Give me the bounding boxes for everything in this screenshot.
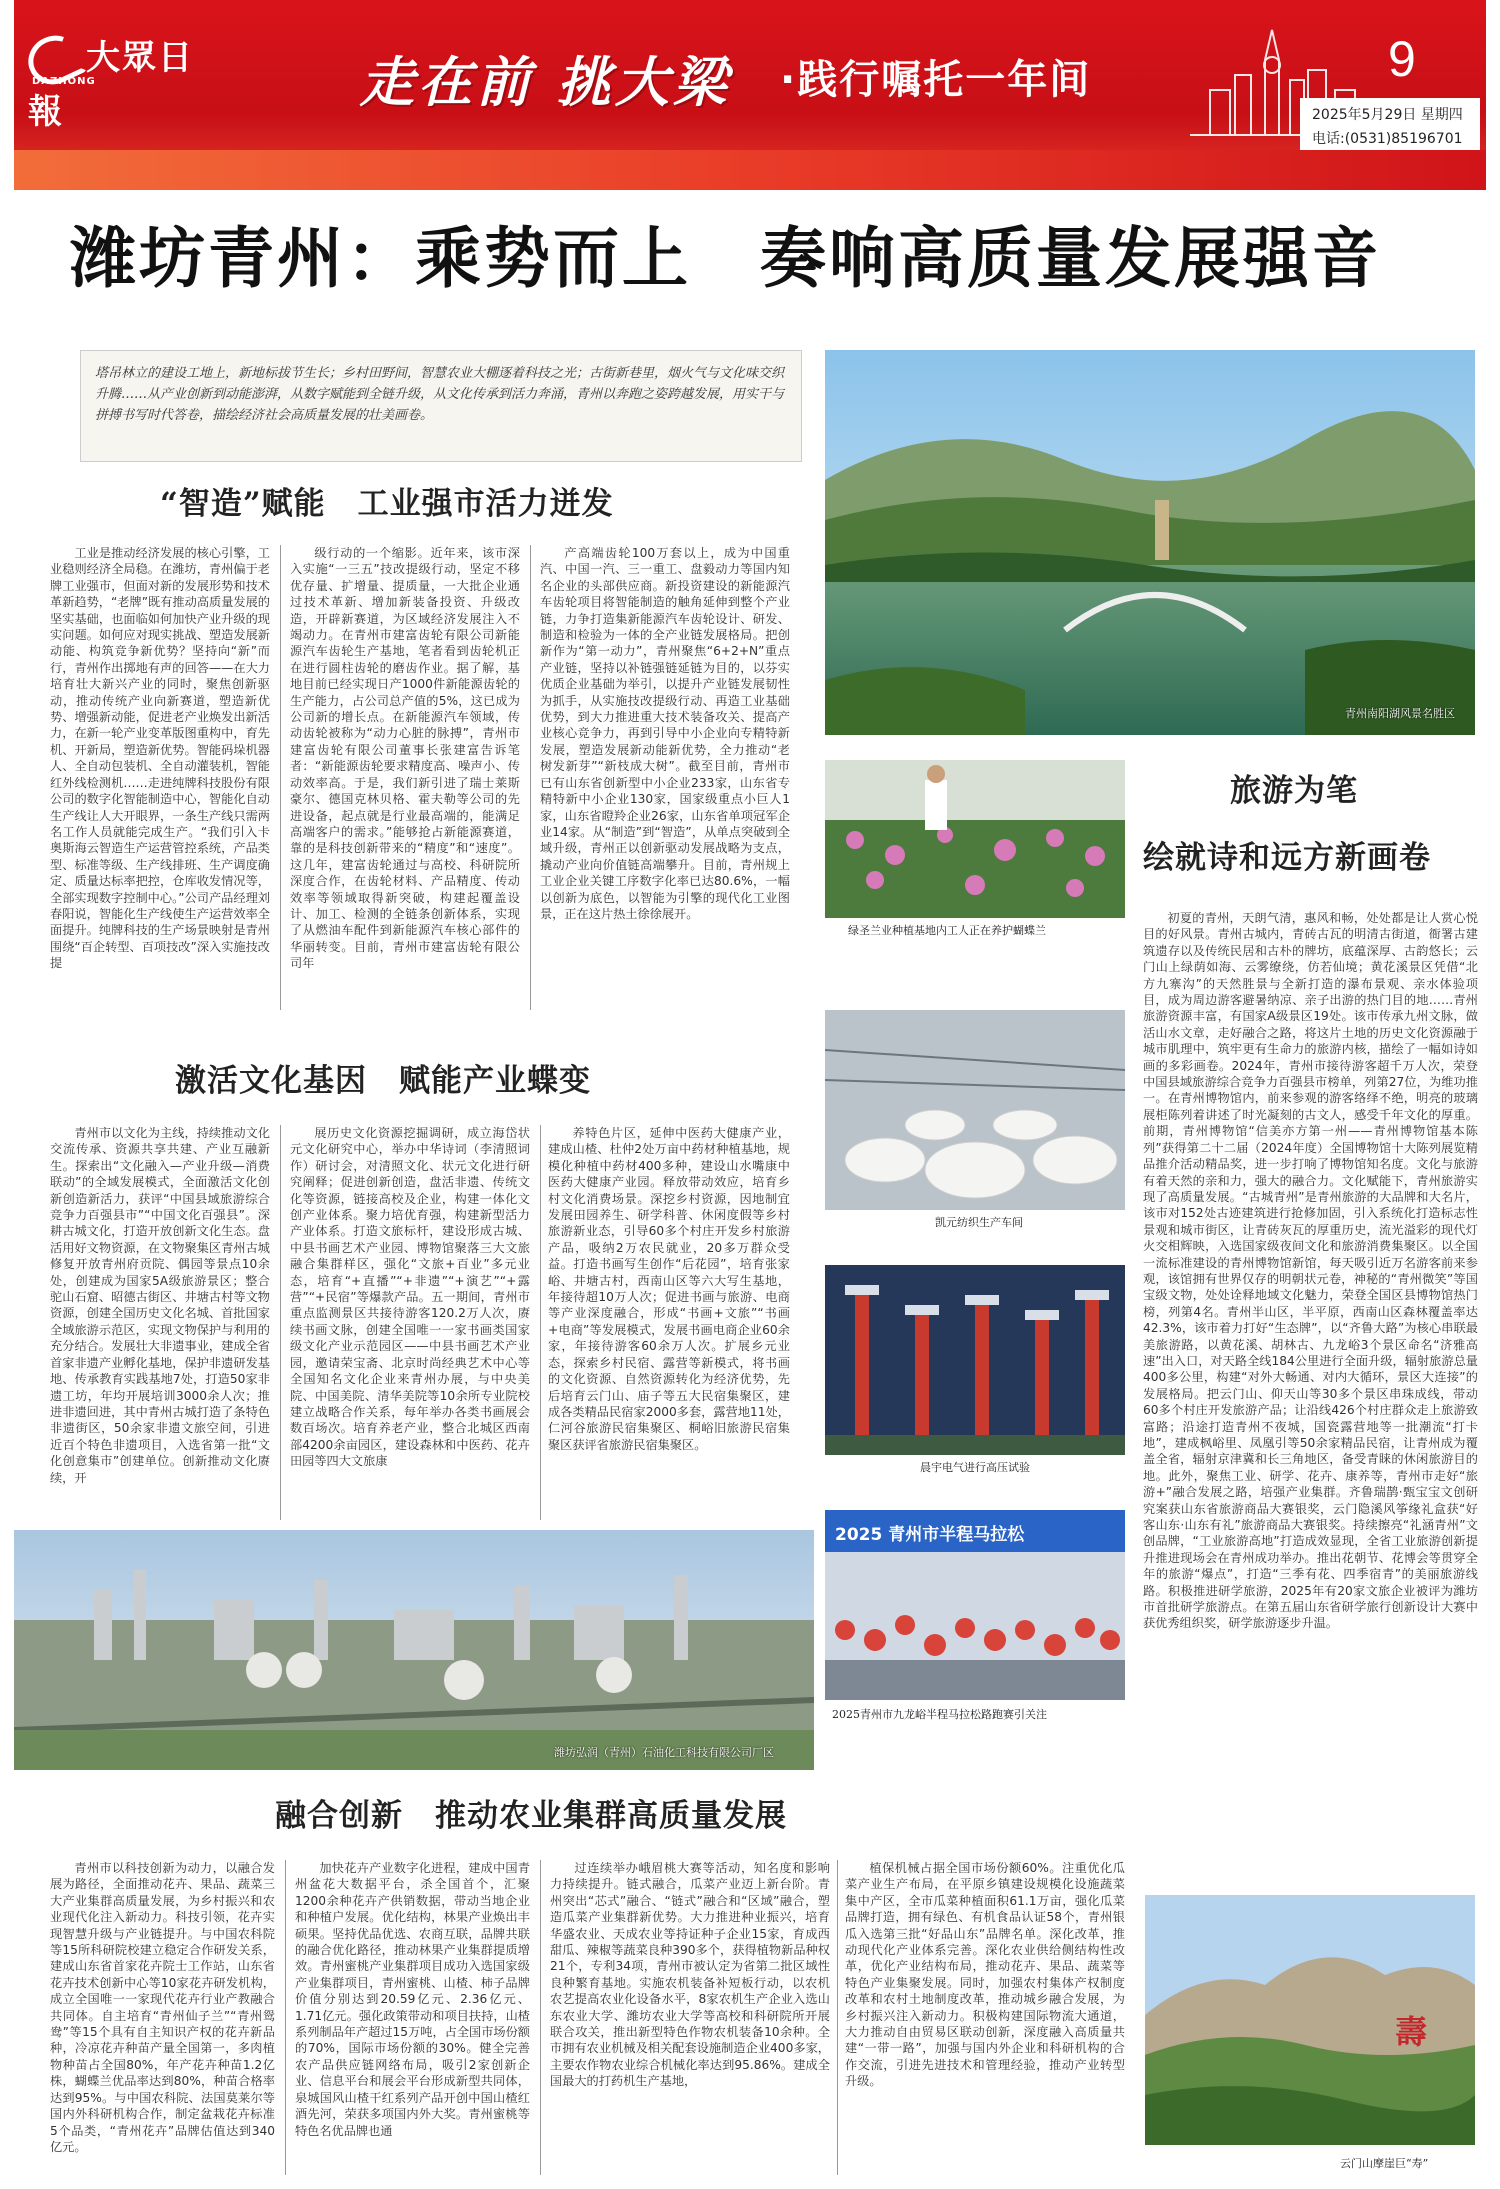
photo-electric-test	[825, 1265, 1125, 1455]
photo-park-lake	[825, 350, 1475, 735]
column-divider	[530, 545, 531, 1010]
header-gradient-band	[14, 150, 1486, 190]
section-tourism-text	[1143, 910, 1478, 1930]
logo-text: 大眾日報	[28, 38, 194, 132]
paragraph: 植保机械占据全国市场份额60%。注重优化瓜菜产业生产布局，在平原乡镇建设规模化设施蔬菜集中产区，全市瓜菜种植面积61.1万亩，强化瓜菜品牌打造，拥有绿色、有机食品认证58个，青州银瓜入选第三批“好品山东”品牌名单。深化改革，推动现代化产业体系完善。深化农业供给侧结构性改革，优化产业结构布局，推动花卉、果品、蔬菜等特色产业集聚发展。同时，加强农村集体产权制度改革和农村土地制度改革，推动城乡融合发展，为乡村振兴注入新动力。积极构建国际物流大通道，大力推动自由贸易区联动创新，深度融入高质量共建“一带一路”，加强与国内外企业和科研机构的合作交流，引进先进技术和管理经验，推动产业转型升级。	[845, 1861, 1125, 2089]
newspaper-logo	[28, 30, 198, 132]
section-industry-col-2	[290, 545, 520, 1015]
paragraph: 级行动的一个缩影。近年来，该市深入实施“一三五”技改提级行动，坚定不移优存量、扩增量、提质量，一大批企业通过技术革新、增加新装备投资、升级改造，开辟新赛道，为区域经济发展注入不竭动力。在青州市建富齿轮有限公司新能源汽车齿轮生产基地，笔者看到齿轮机正在进行圆柱齿轮的磨齿作业。据了解，基地目前已经实现日产1000件新能源齿轮的生产能力，占公司总产值的5%，这已成为公司新的增长点。在新能源汽车领域，传动齿轮被称为“动力心脏的脉搏”，青州市建富齿轮有限公司董事长张建富告诉笔者：“新能源齿轮要求精度高、噪声小、传动效率高。于是，我们新引进了瑞士莱斯豪尔、德国克林贝格、霍夫勒等公司的先进设备，起点就是行业最高端的，能满足高端客户的需求。”能够抢占新能源赛道，靠的是科技创新带来的“精度”和“速度”。这几年，建富齿轮通过与高校、科研院所深度合作，在齿轮材料、产品精度、传动效率等领域取得新突破，构建起覆盖设计、加工、检测的全链条创新体系，实现了从燃油车配件到新能源汽车核心部件的华丽转变。目前，青州市建富齿轮有限公司年	[290, 546, 520, 971]
section-industry-col-1	[50, 545, 270, 1015]
contact-phone: 电话:(0531)85196701	[1312, 131, 1463, 147]
paragraph: 青州市以科技创新为动力，以融合发展为路径，全面推动花卉、果品、蔬菜三大产业集群高质量发展，为乡村振兴和农业现代化注入新动力。科技引领，花卉实现智慧升级与产业链提升。与中国农科院等15所科研院校建立稳定合作研发关系，建成山东省首家花卉院士工作站，山东省花卉技术创新中心等10家花卉研发机构，成立全国唯一一家现代花卉行业产教融合共同体。自主培育“青州仙子兰”“青州鸳鸯”等15个具有自主知识产权的花卉新品种，冷凉花卉种苗产量全国第一，多肉植物种苗占全国80%，年产花卉种苗1.2亿株，蝴蝶兰优品率达到80%，种苗合格率达到95%。与中国农科院、法国莫莱尔等国内外科研机构合作，制定盆栽花卉标准5个品类，“青州花卉”品牌估值达到340亿元。	[50, 1861, 275, 2154]
caption-yunmen: 云门山摩崖巨“寿”	[1340, 2157, 1429, 2170]
caption-electric: 晨宇电气进行高压试验	[920, 1461, 1030, 1474]
caption-marathon: 2025青州市九龙峪半程马拉松路跑赛引关注	[832, 1708, 1047, 1721]
publish-date: 2025年5月29日 星期四	[1312, 107, 1463, 123]
article-lead-box	[80, 350, 802, 462]
photo-yunmen-mountain	[1145, 1895, 1475, 2145]
shou-character-inscription: 壽	[1395, 2013, 1428, 2051]
page-number: 9	[1388, 31, 1416, 87]
paragraph: 青州市以文化为主线，持续推动文化交流传承、资源共享共建、产业互融新生。探索出“文化融入—产业升级—消费联动”的全域发展模式，全面激活文化创新创造新活力，获评“中国县域旅游综合竞争力百强县市”“中国文化百强县”。深耕古城文化，打造开放创新文化生态。盘活用好文物资源，在文物聚集区青州古城修复开放青州府贡院、偶园等景点10余处，创建成为国家5A级旅游景区；整合驼山石窟、昭德古街区、井塘古村等文物资源，创建全国历史文化名城、首批国家全域旅游示范区，实现文物保护与利用的充分结合。发展壮大非遗事业，建成全省首家非遗产业孵化基地，保护非遗研发基地、传承教育实践基地7处，打造50家非遗工坊，年均开展培训3000余人次；推进非遗回进，其中青州古城打造了条特色非遗街区，50余家非遗文旅空间，引进近百个特色非遗项目，入选省第一批“文化创意集市”创建单位。创新推动文化赓续，开	[50, 1126, 270, 1485]
column-divider	[285, 1860, 286, 2175]
section-agriculture-col-4	[845, 1860, 1125, 2180]
caption-orchid: 绿圣兰业种植基地内工人正在养护蝴蝶兰	[848, 924, 1046, 937]
section-industry-col-3	[540, 545, 790, 1015]
caption-textile: 凯元纺织生产车间	[935, 1216, 1023, 1229]
header-slogan-sub: ·践行嘱托一年间	[780, 57, 1092, 103]
section-title-tourism: 旅游为笔	[1230, 773, 1358, 809]
section-agriculture-col-2	[295, 1860, 530, 2180]
paragraph: 加快花卉产业数字化进程，建成中国青州盆花大数据平台，杀全国首个，汇聚1200余种花卉产供销数据，带动当地企业和种植户发展。优化结构，林果产业焕出丰硕果。坚持优品优选、农商互联，品牌共联的融合优化路径，推动林果产业集群提质增效。青州蜜桃产业集群项目成功入选国家级产业集群项目，青州蜜桃、山楂、柿子品牌价值分别达到20.59亿元、2.36亿元、1.71亿元。强化政策带动和项目扶持，山楂系列制品年产超过15万吨，占全国市场份额的70%，国际市场份额的30%。健全完善农产品供应链网络布局，吸引2家创新企业、信息平台和展会平台形成新型共同体，泉城国风山楂干红系列产品开创中国山楂红酒先河，荣获多项国内外大奖。青州蜜桃等特色名优品牌也通	[295, 1861, 530, 2138]
photo-marathon	[825, 1510, 1125, 1700]
section-title-tourism-sub: 绘就诗和远方新画卷	[1143, 840, 1431, 876]
section-culture-col-2	[290, 1125, 530, 1525]
header-slogan-main: 走在前 挑大梁	[360, 50, 731, 114]
section-agriculture-col-1	[50, 1860, 275, 2180]
paragraph: 工业是推动经济发展的核心引擎，工业稳则经济全局稳。在潍坊，青州偏于老牌工业强市，但面对新的发展形势和技术革新趋势，“老牌”既有推动高质量发展的坚实基础，也面临如何加快产业升级的现实问题。如何应对现实挑战、塑造发展新动能、构筑竞争新优势？坚持向“新”而行，青州作出掷地有声的回答——在大力培育壮大新兴产业的同时，聚焦创新驱动，推动传统产业向新赛道，塑造新优势、增强新动能，促进老产业焕发出新活力，在新一轮产业变革版图重构中，育先机、开新局，塑造新优势。智能码垛机器人、全自动包装机、全自动灌装机，智能红外线检测机……走进纯牌科技股份有限公司的数字化智能制造中心，智能化自动生产线让人大开眼界，一条生产线只需两名工作人员就能完成生产。“我们引入卡奥斯海云智造生产运营管控系统，产品类型、标准等级、生产线排班、生产调度确定、质量达标率把控，仓库收发情况等，全部实现数字控制中心。”公司产品经理刘春阳说，智能化生产线使生产运营效率全面提升。纯牌科技的生产场景映射是青州围绕“百企转型、百项技改”深入实施技改提	[50, 546, 270, 971]
paragraph: 产高端齿轮100万套以上，成为中国重汽、中国一汽、三一重工、盘毅动力等国内知名企业的头部供应商。新投资建设的新能源汽车齿轮项目将智能制造的触角延伸到整个产业链，力争打造集新能源汽车齿轮设计、研发、制造和检验为一体的全产业链发展格局。把创新作为“第一动力”，青州聚焦“6+2+N”重点产业链，坚持以补链强链延链为目的，以芬实优质企业基础为举引，以提升产业链发展韧性为抓手，从实施技改提级行动、再造工业基础优势，到大力推进重大技术装备攻关、提高产业核心竞争力，再到引导中小企业向专精特新发展，塑造发展新动能新优势，全力推动“老树发新芽”“新枝成大树”。截至目前，青州市已有山东省创新型中小企业233家，山东省专精特新中小企业130家，国家级重点小巨人1家，山东省瞪羚企业26家，山东省单项冠军企业14家。从“制造”到“智造”，从单点突破到全域升级，青州正以创新驱动发展战略为支点，撬动产业向价值链高端攀升。目前，青州规上工业企业关键工序数字化率已达80.6%，一幅以创新为底色，以智能为引擎的现代化工业图景，正在这片热土徐徐展开。	[540, 546, 790, 921]
photo-industry-park	[14, 1530, 814, 1770]
section-agriculture-col-3	[550, 1860, 830, 2180]
logo-subtext: DAZHONG	[32, 76, 96, 87]
column-divider	[280, 1125, 281, 1520]
section-title-culture: 激活文化基因 赋能产业蝶变	[175, 1063, 591, 1099]
marathon-banner-text: 2025 青州市半程马拉松	[835, 1525, 1025, 1545]
paragraph: 过连续举办峨眉桃大赛等活动，知名度和影响力持续提升。链式融合，瓜菜产业迈上新台阶。青州突出“芯式”融合、“链式”融合和“区域”融合，塑造瓜菜产业集群新优势。大力推进种业振兴，培育华盛农业、天成农业等持证种子企业15家，育成西甜瓜、辣椒等蔬菜良种390多个，获得植物新品种权21个，专利34项，青州市被认定为省第二批区域性良种繁育基地。实施农机装备补短板行动，以农机农艺提高农业化设备水平，8家农机生产企业入选山东农业大学、潍坊农业大学等高校和科研院所开展联合攻关，推出新型特色作物农机装备10余种。全市拥有农业机械及相关配套设施制造企业400多家，主要农作物农业综合机械化率达到95.86%。建成全国最大的打药机生产基地，	[550, 1861, 830, 2089]
caption-park: 青州南阳湖风景名胜区	[1345, 707, 1455, 720]
photo-orchid-greenhouse	[825, 760, 1125, 918]
column-divider	[540, 1125, 541, 1520]
paragraph: 养特色片区，延伸中医药大健康产业，建成山楂、杜仲2处万亩中药材种植基地，规模化种植中药材400多种，建设山水嘴康中医药大健康产业园。释放带动效应，培育乡村文化消费场景。深挖乡村资源，因地制宜发展田园养生、研学科普、休闲度假等乡村旅游新业态，引导60多个村庄开发乡村旅游产品，吸纳2万农民就业，20多万群众受益。打造书画写生创作“后花园”，培育张家峪、井塘古村，西南山区等六大写生基地，年接待超10万人次；促进书画与旅游、电商等产业深度融合，形成“书画+文旅”“书画+电商”等发展模式，发展书画电商企业60余家，年接待游客60余万人次。扩展乡元业态，探索乡村民宿、露营等新模式，将书画的文化资源、自然资源转化为经济优势，先后培育云门山、庙子等五大民宿集聚区，建成各类精品民宿家2000多套，露营地11处，仁河谷旅游民宿集聚区、桐峪旧旅游民宿集聚区获评省旅游民宿集聚区。	[548, 1126, 790, 1452]
paragraph: 展历史文化资源挖掘调研，成立海岱状元文化研究中心，举办中华诗词（李清照词作）研讨会，对清照文化、状元文化进行研究阐释；促进创新创造，盘活非遗、传统文化等资源，链接高校及企业，构建一体化文创产业体系。聚力培优育强，构建新型活力产业体系。打造文旅标杆，建设形成古城、中县书画艺术产业园、博物馆聚落三大文旅融合集群样区，强化“文旅+百业”多元业态，培育“+直播”“+非遗”“+演艺”“+露营”“+民宿”等爆款产品。五一期间，青州市重点监测景区共接待游客120.2万人次，赓续书画文脉，创建全国唯一一家书画类国家级文化产业示范园区——中县书画艺术产业园，邀请荣宝斋、北京时尚经典艺术中心等全国知名文化企业来青州办展，与中央美院、中国美院、清华美院等10余所专业院校建立战略合作关系，每年举办各类书画展会数百场次。培育养老产业，整合北城区西南部4200余亩园区，建设森林和中医药、花卉田园等四大文旅康	[290, 1126, 530, 1469]
section-culture-col-3	[548, 1125, 790, 1525]
column-divider	[280, 545, 281, 1010]
article-lead-text: 塔吊林立的建设工地上，新地标拔节生长；乡村田野间，智慧农业大棚逐着科技之光；古街新巷里，烟火气与文化味交织升腾……从产业创新到动能澎湃，从数字赋能到全链升级，从文化传承到活力奔涌，青州以奔跑之姿跨越发展，用实干与拼搏书写时代答卷，描绘经济社会高质量发展的壮美画卷。	[95, 366, 785, 423]
section-culture-col-1	[50, 1125, 270, 1525]
column-divider	[837, 1860, 838, 2175]
caption-industry: 潍坊弘润（青州）石油化工科技有限公司厂区	[554, 1746, 774, 1759]
section-title-agriculture: 融合创新 推动农业集群高质量发展	[275, 1798, 787, 1834]
article-title: 潍坊青州：乘势而上 奏响高质量发展强音	[70, 220, 1381, 297]
paragraph: 初夏的青州，天朗气清，惠风和畅，处处都是让人赏心悦目的好风景。青州古城内，青砖古瓦的明清古街道，衙署古建筑遗存以及传统民居和古朴的牌坊，底蕴深厚、古韵悠长；云门山上绿荫如海、云雾缭绕，仿若仙境；黄花溪景区凭借“北方九寨沟”的天然胜景与全新打造的瀑布景观、亲水体验项目，成为周边游客避暑纳凉、亲子出游的热门目的地……青州旅游资源丰富，有国家A级景区19处。该市传承九州文脉，做活山水文章，走好融合之路，将这片土地的历史文化资源融于城市肌理中，筑牢更有生命力的旅游内核，描绘了一幅如诗如画的多彩画卷。2024年，青州市接待游客超千万人次，荣登中国县域旅游综合竞争力百强县市榜单，列第27位，为维功推一。在青州博物馆内，前来参观的游客络绎不绝，明亮的玻璃展柜陈列着讲述了时光凝刻的古文人，感受千年文化的厚重。前期，青州博物馆“信美亦方第一州——青州博物馆基本陈列”获得第二十二届（2024年度）全国博物馆十大陈列展览精品推介活动精品奖，进一步打响了博物馆知名度。文化与旅游有着天然的亲和力，强大的融合力。文化赋能下，青州旅游实现了高质量发展。“古城青州”是青州旅游的大品牌和大名片，该市对152处古迹建筑进行抢修加固，引入系统化打造标志性景观和城市街区，让青砖灰瓦的厚重历史，流光溢彩的现代灯火交相辉映，入选国家级夜间文化和旅游消费集聚区。以全国一流标准建设的青州博物馆新馆，每天吸引近万名游客前来参观，该馆拥有世界仅存的明朝状元卷，神秘的“青州微笑”等国宝级文物，处处诠释地域文化魅力，荣登全国区县博物馆热门榜，列第4名。青州半山区，半平原，西南山区森林覆盖率达42.3%，该市着力打好“生态牌”，以“齐鲁大路”为核心串联最美旅游路，以黄花溪、胡林古、九龙峪3个景区命名“济雅高速”出入口，对天路全线184公里进行全面升级，辐射旅游总量400多公里，构建“对外大畅通、对内大循环，景区大连接”的发展格局。把云门山、仰天山等30多个景区串珠成线，带动60多个村庄开发旅游产品；让沿线426个村庄群众走上旅游致富路；沿途打造青州不夜城，国瓷露营地等一批潮流“打卡地”，建成枫峪里、凤凰引等50余家精品民宿，让青州成为覆盖全省，辐射京津冀和长三角地区，备受青睐的休闲旅游目的地。此外，聚焦工业、研学、花卉、康养等，青州市走好“旅游+”融合发展之路，培强产业集群。齐鲁瑞鹊·甄宝宝文创研究案获山东省旅游商品大赛银奖，云门隐溪风筝缘礼盒获“好客山东·山东有礼”旅游商品大赛银奖。持续擦亮“礼涵青州”文创品牌，“工业旅游高地”打造成效显现，全省工业旅游创新提升推进现场会在青州成功举办。推出花朝节、花博会等贯穿全年的旅游“爆点”，打造“三季有花、四季宿青”的美丽旅游线路。积极推进研学旅游，2025年有20家文旅企业被评为潍坊市首批研学旅游点。在第五届山东省研学旅行创新设计大赛中获优秀组织奖，研学旅游逐步升温。	[1143, 911, 1478, 1631]
column-divider	[540, 1860, 541, 2175]
section-title-industry: “智造”赋能 工业强市活力迸发	[160, 486, 614, 522]
photo-textile-workshop	[825, 1010, 1125, 1210]
